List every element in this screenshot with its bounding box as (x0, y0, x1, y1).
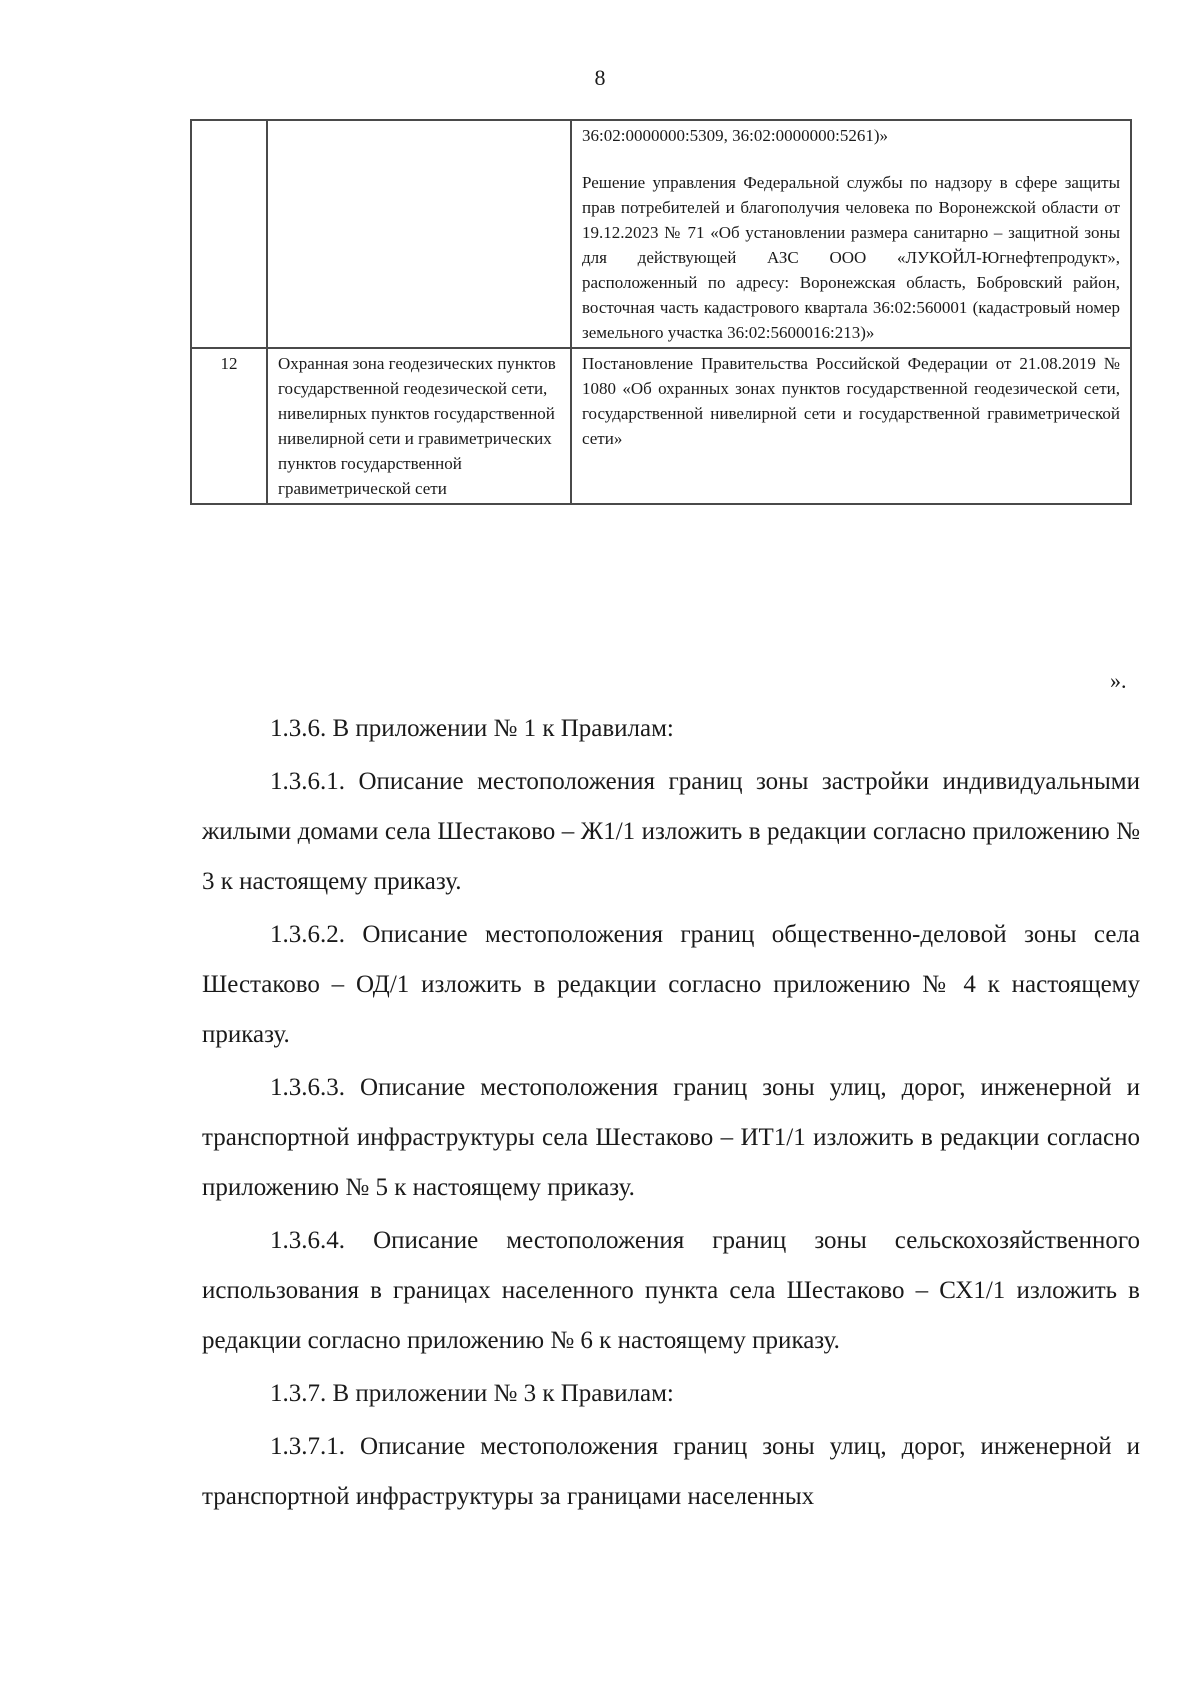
zones-table (190, 119, 1132, 505)
paragraph-gap (582, 148, 1120, 170)
table-row-12 (191, 348, 1131, 504)
body-text (202, 704, 1140, 1525)
paragraph-1-3-7: 1.3.7. В приложении № 3 к Правилам: (270, 1380, 674, 1407)
closing-quote: ». (1110, 668, 1127, 693)
table-cell-name-empty (267, 120, 571, 348)
page-number: 8 (594, 65, 606, 90)
sanitary-zone-decision: Решение управления Федеральной службы по надзору в сфере защиты прав потребителей и благополучия человека по Воронежской области от 19.12.2023 № 71 «Об установлении размера санитарно – защитной зоны для действующей АЗС ООО «ЛУКОЙЛ-Югнефтепродукт», расположенный по адресу: Воронежская область, Бобровский район, восточная часть кадастрового квартала 36:02:560001 (кадастровый номер земельного участка 36:02:5600016:213)» (582, 173, 1120, 342)
paragraph-1-3-6-3: 1.3.6.3. Описание местоположения границ зоны улиц, дорог, инженерной и транспортной инфраструктуры села Шестаково – ИТ1/1 изложить в редакции согласно приложению № 5 к настоящему приказу. (202, 1074, 1140, 1201)
table-row-continued (191, 120, 1131, 348)
zone-name: Охранная зона геодезических пунктов государственной геодезической сети, нивелирных пунктов государственной нивелирной сети и гравиметрических пунктов государственной гравиметрической сети (267, 348, 571, 504)
paragraph-1-3-6: 1.3.6. В приложении № 1 к Правилам: (270, 715, 674, 742)
table-cell-basis (571, 120, 1131, 348)
zone-legal-basis: Постановление Правительства Российской Федерации от 21.08.2019 № 1080 «Об охранных зонах пунктов государственной геодезической сети, государственной нивелирной сети и государственной гравиметрической сети» (571, 348, 1131, 504)
row-number: 12 (191, 348, 267, 504)
paragraph-1-3-6-1: 1.3.6.1. Описание местоположения границ зоны застройки индивидуальными жилыми домами села Шестаково – Ж1/1 изложить в редакции согласно приложению № 3 к настоящему приказу. (202, 768, 1140, 895)
paragraph-1-3-7-1: 1.3.7.1. Описание местоположения границ зоны улиц, дорог, инженерной и транспортной инфраструктуры за границами населенных (202, 1433, 1140, 1510)
table-cell-number-empty (191, 120, 267, 348)
paragraph-1-3-6-2: 1.3.6.2. Описание местоположения границ общественно-деловой зоны села Шестаково – ОД/1 изложить в редакции согласно приложению № 4 к настоящему приказу. (202, 921, 1140, 1048)
paragraph-1-3-6-4: 1.3.6.4. Описание местоположения границ зоны сельскохозяйственного использования в границах населенного пункта села Шестаково – СХ1/1 изложить в редакции согласно приложению № 6 к настоящему приказу. (202, 1227, 1140, 1354)
cadastral-numbers-tail: 36:02:0000000:5309, 36:02:0000000:5261)» (582, 126, 888, 145)
